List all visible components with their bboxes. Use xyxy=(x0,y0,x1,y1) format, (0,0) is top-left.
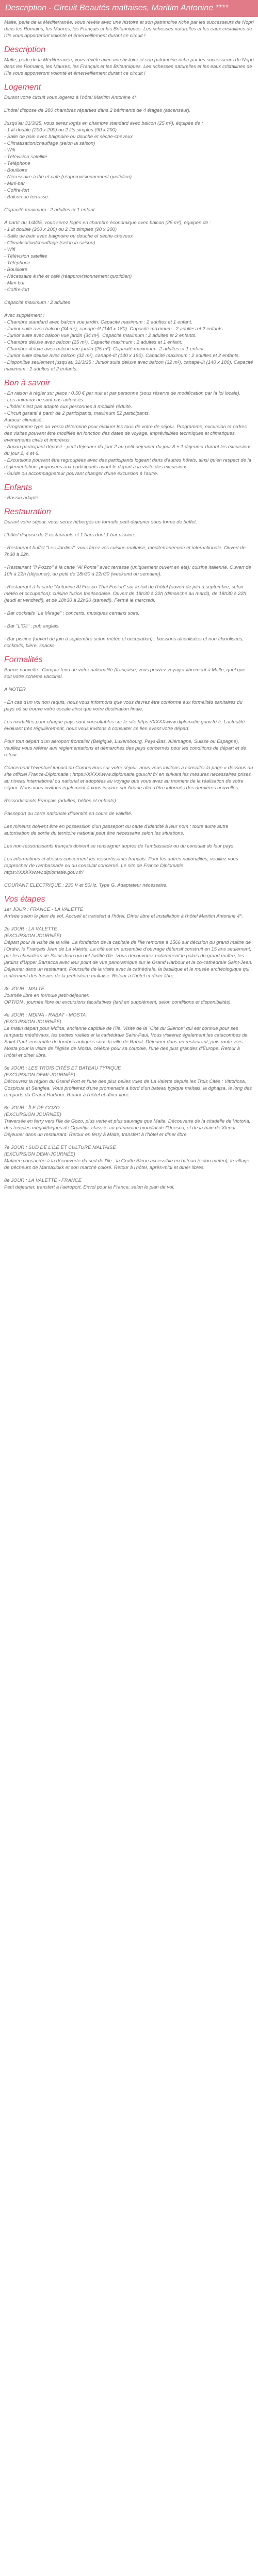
list-item: - Les animaux ne sont pas autorisés. xyxy=(4,397,85,403)
logement-p3: Jusqu'au 31/3/25, vous serez logés en chambre standard avec balcon (25 m²), équipée de : xyxy=(4,121,203,126)
list-item: - Aucun participant déposé - petit déjeuner du jour 2 au petit déjeuner du jour 8 + 1 déjeuner durant les excursions du jour 2, 4 et 6. xyxy=(4,444,252,456)
list-item: - Mini-bar xyxy=(4,280,25,286)
paragraph: Ressortissants Français (adultes, bébés et enfants) : xyxy=(4,798,119,804)
list-item: - Guide ou accompagnateur pouvant changer d'une excursion à l'autre. xyxy=(4,471,158,477)
paragraph: - Bar piscine (ouvert de juin à septembre selon météo et occupation) : boissons alcoolisées et non alcoolisées, cocktails, bière, snacks. xyxy=(4,636,244,649)
logement-list-1 xyxy=(4,127,254,200)
list-item: - Climatisation/chauffage (selon la saison) xyxy=(4,240,95,246)
section-title-description: Description xyxy=(4,45,46,54)
paragraph: Passeport ou carte nationale d'identité en cours de validité. xyxy=(4,811,133,817)
section-title-logement: Logement xyxy=(4,83,41,92)
list-item: - Wifi xyxy=(4,147,15,153)
list-item: - Climatisation/chauffage (selon la saison) xyxy=(4,141,95,146)
content xyxy=(0,19,258,1191)
list-item: - Programme type au verso déterminé pour évoluer les tous de votre de séjour. Programme, excursion et ordres des visites pouvant être modifiés en fonction des dates de voyage, imprévisibles techniques et climatiques, événements civils et imprévus. xyxy=(4,424,247,443)
page xyxy=(0,0,258,1217)
list-item: - Télévision satellite xyxy=(4,253,47,259)
section-title-bon-savoir: Bon à savoir xyxy=(4,379,50,387)
paragraph: Les mineurs doivent être en possession d'un passeport ou carte d'identité à leur nom ; toute autre autre autorisation de sortie du territoire national peut être nécessaire selon les situations. xyxy=(4,824,229,836)
paragraph: L'hôtel dispose de 2 restaurants et 1 bars dont 1 bar piscine. xyxy=(4,532,136,538)
day-body: Arrivée selon le plan de vol. Accueil et transfert à l'hôtel. Dîner libre et installation à l'hôtel Maritim Antonine 4*. xyxy=(4,913,243,919)
page-banner xyxy=(0,0,258,17)
list-item: - Nécessaire à thé et café (réapprovisionnement quotidien) xyxy=(4,174,132,180)
list-item: - Junior suite avec balcon (34 m²), canapé-lit (140 x 180). Capacité maximum : 2 adultes et 2 enfants. xyxy=(4,326,224,332)
list-item: Autocar climatisé. xyxy=(4,417,43,423)
list-item: - L'hôtel n'est pas adapté aux personnes à mobilité réduite. xyxy=(4,404,133,410)
paragraph: Les modalités pour chaque pays sont consultables sur le site https://XXXXwww.diplomatie.gouv.fr/ fr. Lactualité évoluant très régulièrement, nous vous invitons à consulter ce lien avant votre départ. xyxy=(4,719,245,732)
day-title: 3e JOUR : MALTE xyxy=(4,986,44,992)
paragraph: - Restaurant buffet "Les Jardins": vous ferez vos cuisine maltaise, méditerranéenne et internationale. Ouvert de 7h30 à 22h. xyxy=(4,545,246,557)
list-item: - Télévision satellite xyxy=(4,154,47,160)
day-body: (EXCURSION DEMI-JOURNÉE) Matinée consacrée à la découverte du sud de l'île : la Grotte Bleue accessible en bateau (selon météo), le village de pêcheurs de Marsaxlokk et son marché coloré. Retour à l'hôtel, après-midi et dîner libres. xyxy=(4,1151,249,1171)
day-title: 2e JOUR : LA VALETTE xyxy=(4,926,57,932)
enfants-text: - Bassin adapté. xyxy=(4,495,40,501)
list-item: - Junior suite deluxe avec balcon (32 m²), canapé-lit (140 x 180). Capacité maximum : 2 adultes et 2 enfants. xyxy=(4,353,240,359)
paragraph: Durant votre séjour, vous serez hébergés en formule petit-déjeuner sous forme de buffet. xyxy=(4,519,197,525)
day-title: 1er JOUR : FRANCE - LA VALETTE xyxy=(4,907,84,912)
section-title-etapes: Vos étapes xyxy=(4,895,45,904)
paragraph: Bonne nouvelle : Compte tenu de votre nationalité (française, vous pouvez voyager librement à Malte, quel que soit votre schéma vaccinal. xyxy=(4,667,246,680)
list-item: - Junior suite avec balcon vue jardin (34 m²). Capacité maximum : 2 adultes et 2 enfants. xyxy=(4,333,197,338)
list-item: - Salle de bain avec baignoire ou douche et sèche-cheveux xyxy=(4,233,133,239)
day-title: 7e JOUR : SUD DE L'ÎLE ET CULTURE MALTAISE xyxy=(4,1145,116,1150)
list-item: - Chambre standard avec balcon vue jardin. Capacité maximum : 2 adultes et 1 enfant. xyxy=(4,319,192,325)
section-title-enfants: Enfants xyxy=(4,483,33,492)
list-item: - 1 lit double (200 x 200) ou 2 lits simples (90 x 200) xyxy=(4,127,117,133)
list-item: - Chambre deluxe avec balcon (25 m²). Capacité maximum : 2 adultes et 1 enfant. xyxy=(4,340,183,345)
paragraph: Pour tout départ d'un aéroport frontalier (Belgique, Luxembourg, Pays-Bas, Allemagne, Suisse ou Espagne), veuillez vous référer aux réglementations et démarches des pays concernés pour les conditions de départ et de retour. xyxy=(4,739,246,758)
paragraph: - Restaurant à la carte "Antonine Al Fresco Thai Fusion" sur le toit de l'hôtel (ouvert de juin à septembre, selon météo et occupation): cuisine fusion thaïlandaise. Ouvert de 18h30 à 22h (dimanche au mardi), de 18h30 à 22h (jeudi et vendredi), et de 18h30 à 22h30 (samedi). Fermé le mercredi. xyxy=(4,584,246,603)
paragraph: - Restaurant "Il Pozzo" à la carte "Al Ponte" avec terrasse (uniquement ouvert en été): cuisine italienne. Ouvert de 10h à 22h (déjeuner), du petit de 18h30 à 22h30 (weekend ou semaine). xyxy=(4,565,251,577)
list-item: - Coffre-fort xyxy=(4,287,29,293)
logement-p6: Capacité maximum : 2 adultes xyxy=(4,300,70,306)
logement-p1: Durant votre circuit vous logerez à l'hôtel Maritim Antonine 4*. xyxy=(4,95,138,100)
list-item: - 1 lit double (200 x 200) ou 2 lits simples (90 x 200) xyxy=(4,227,117,232)
list-item: - Salle de bain avec baignoire ou douche et sèche-cheveux xyxy=(4,134,133,140)
description-text: Malte, perle de la Méditerranée, vous révèle avec une histoire et son patrimoine riche par les successeurs de Nopri dans les Romains, les Maures, les Français et les Britanniques. Les richesses naturelles et les eaux cristallines de l'île vous apporteront volonté et émerveillement durant ce circuit ! xyxy=(4,57,254,76)
day-body: (EXCURSION JOURNÉE) Le matin départ pour Mdina, ancienne capitale de l'île. Visite de la "Cité du Silence" qui est connue pour ses remparts médiévaux, les petites ruelles et la cathédrale Saint-Paul. Vous visiterez également les catacombes de Saint-Paul, ensemble de tombes antiques sous la ville de Rabat. Déjeuner dans un restaurant, puis route vers Mosta pour la visite de l'église de Mosta, célèbre pour sa coupole, l'une des plus grandes d'Europe. Retour à l'hôtel et dîner libre. xyxy=(4,1019,248,1058)
list-item: - Coffre-fort xyxy=(4,188,29,193)
paragraph: A NOTER xyxy=(4,687,26,692)
restauration-paras xyxy=(4,519,254,649)
day-body: (EXCURSION JOURNÉE) Traversée en ferry vers l'île de Gozo, plus verte et plus sauvage que Malte. Découverte de la citadelle de Victoria, des temples mégalithiques de Ggantija, classés au patrimoine mondial de l'Unesco, et de la baie de Xlendi. Déjeuner dans un restaurant. Retour en ferry à Malte, transfert à l'hôtel et dîner libre. xyxy=(4,1112,251,1138)
list-item: - Excursions pouvant être regroupées avec des participants logeant dans d'autres hôtels, ainsi qu'en respect de la réglementation, proposées aux participants ayant le départ à la visite des excursions. xyxy=(4,457,251,470)
list-item: - Téléphone xyxy=(4,161,30,166)
logement-p2: L'hôtel dispose de 280 chambres réparties dans 2 bâtiments de 4 étages (ascenseur). xyxy=(4,108,191,113)
day-body: Journée libre en formule petit-déjeuner. OPTION : journée libre ou excursions facultatives (tarif en supplément, selon conditions et disponibilités). xyxy=(4,993,232,1005)
paragraph: Les informations ci-dessus concernent les ressortissants français. Pour les autres nationalités, veuillez vous rapprocher de l'ambassade ou du consulat concerné. Le site de France Diplomatie https://XXXXwww.diplomatie.gouv.fr/ xyxy=(4,856,238,875)
section-title-restauration: Restauration xyxy=(4,507,51,516)
formalites-paras xyxy=(4,667,254,876)
list-item: - Circuit garanti à partir de 2 participants, maximum 52 participants. xyxy=(4,411,150,416)
paragraph: - En cas d'un voi non requis, nous vous informons que vous devrez être conforme aux formalités sanitaires du pays où se trouve votre escale ainsi que votre destination finale. xyxy=(4,700,243,712)
list-item: - Nécessaire à thé et café (réapprovisionnement quotidien) xyxy=(4,274,132,279)
logement-p5: À partir du 1/4/25, vous serez logés en chambre économique avec balcon (25 m²), équipée de : xyxy=(4,220,211,226)
page-title: Description - Circuit Beautés maltaises, Maritim Antonine **** xyxy=(5,4,229,12)
etapes-days xyxy=(4,906,254,1191)
section-title-formalites: Formalités xyxy=(4,655,43,664)
day-title: 4e JOUR : MDINA - RABAT - MOSTA xyxy=(4,1012,86,1018)
day-body: (EXCURSION DEMI-JOURNÉE) Découvrez la région du Grand Port et l'une des plus belles vues de La Valette depuis les Trois Cités : Vittoriosa, Cospicua et Senglea. Vous profiterez d'une promenade à bord d'un bateau typique maltais, la dghajsa, le long des remparts du Grand Harbour. Retour à l'hôtel et dîner libre. xyxy=(4,1072,252,1098)
logement-p4: Capacité maximum : 2 adultes et 1 enfant. xyxy=(4,207,96,213)
paragraph: - Bar "L'Oli" : pub anglais. xyxy=(4,623,60,629)
paragraph: Les non-ressortissants français doivent se renseigner auprès de l'ambassade ou du consulat de leur pays. xyxy=(4,843,235,849)
day-body: (EXCURSION JOURNÉE) Départ pour la visite de la ville. La fondation de la capitale de l'île remonte à 1566 sur décision du grand maître de l'Ordre, le Français Jean de La Valette. La cité est un ensemble d'ouvrage défensif construit en 15 ans seulement, par les chevaliers de Saint-Jean qui ont fortifié l'île. Vous découvrirez notamment le palais du grand maître, les jardins d'Upper Barracca avec leur point de vue panoramique sur le Grand Harbour et la co-cathédrale Saint-Jean. Déjeuner dans un restaurant. Poursuite de la visite avec la cathédrale, la basilique et le musée archéologique qui renferment des trésors de la préhistoire maltaise. Retour à l'hôtel et dîner libre. xyxy=(4,933,253,979)
list-item: - Balcon ou terrasse. xyxy=(4,194,50,200)
day-body: Petit déjeuner, transfert à l'aéroport. Envol pour la France, selon le plan de vol. xyxy=(4,1184,175,1190)
list-item: - En raison à régler sur place : 0,50 € par nuit et par personne (sous réserve de modification par la loi locale). xyxy=(4,391,241,396)
logement-p7: Avec supplément : xyxy=(4,313,44,318)
day-title: 8e JOUR : LA VALETTE - FRANCE xyxy=(4,1178,82,1183)
list-item: - Téléphone xyxy=(4,260,30,266)
list-item: - Bouilloire xyxy=(4,167,27,173)
paragraph: - Bar cocktails "Le Mirage" : concerts, musiques certains soirs. xyxy=(4,611,140,616)
list-item: - Disponible seulement jusqu'au 31/3/25 : Junior suite deluxe avec balcon (32 m²), canapé-lit (140 x 180). Capacité maximum : 2 adultes et 2 enfants. xyxy=(4,360,253,372)
list-item: - Bouilloire xyxy=(4,267,27,273)
logement-list-3 xyxy=(4,319,254,372)
day-title: 6e JOUR : ÎLE DE GOZO xyxy=(4,1105,60,1111)
electricite-text: COURANT ELECTRIQUE : 230 V et 50Hz. Type G. Adaptateur nécessaire. xyxy=(4,883,168,888)
logement-list-2 xyxy=(4,226,254,293)
list-item: - Mini-bar xyxy=(4,181,25,187)
list-item: - Wifi xyxy=(4,247,15,252)
paragraph: Concernant l'éventuel impact du Coronavirus sur votre séjour, nous vous invitons à consulter la page « dessous du site officiel France-Diplomatie : https://XXXXwww.diplomatie.gouv.fr/ fr/ en suivant les mesures nécessaires prises au niveau international ou national et adoptées au voyage que vous avez au moment de la réalisation de votre séjour. Nous vous invitons également à vous inscrire sur Ariane afin d'être informés des dernières nouvelles. xyxy=(4,765,253,791)
day-title: 5e JOUR : LES TROIS CITÉS ET BATEAU TYPIQUE xyxy=(4,1065,121,1071)
intro-text: Malte, perle de la Méditerranée, vous révèle avec une histoire et son patrimoine riche par les successeurs de Nopri dans les Romains, les Maures, les Français et les Britanniques. Les richesses naturelles et les eaux cristallines de l'île vous apporteront volonté et émerveillement durant ce circuit ! xyxy=(4,20,254,39)
bon-savoir-list xyxy=(4,390,254,477)
list-item: - Chambre deluxe avec balcon vue jardin (25 m²). Capacité maximum : 2 adultes et 1 enfant. xyxy=(4,346,205,352)
